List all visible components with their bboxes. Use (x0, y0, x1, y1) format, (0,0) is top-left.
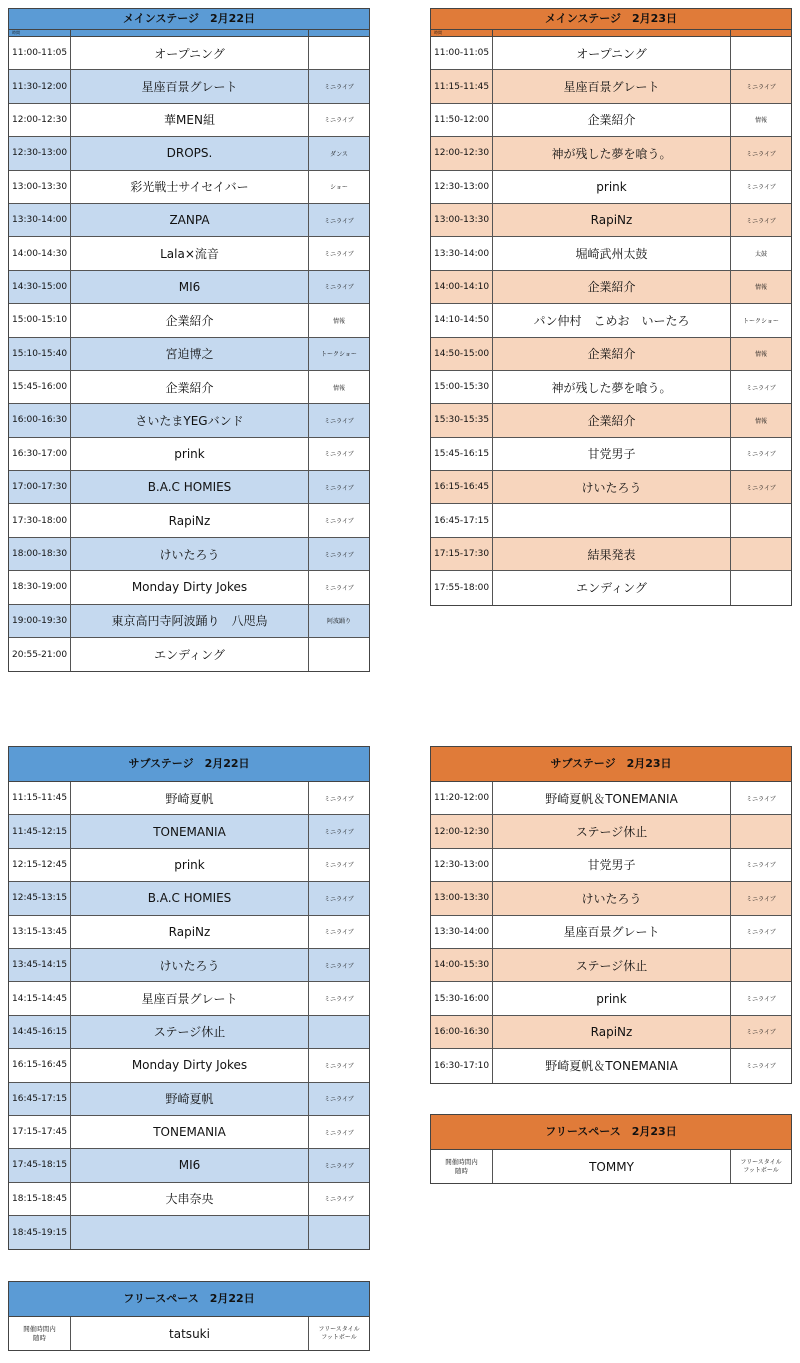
type-cell: ミニライブ (746, 862, 776, 870)
time-cell: 16:15-16:45 (9, 1049, 71, 1081)
performer-cell: Monday Dirty Jokes (71, 571, 309, 603)
table-row (9, 70, 369, 103)
time-cell: 16:00-16:30 (9, 404, 71, 436)
table-row (9, 504, 369, 537)
performer-cell: 甘党男子 (493, 849, 731, 881)
performer-cell (493, 504, 731, 536)
table-row (431, 1049, 791, 1082)
time-cell: 13:30-14:00 (9, 204, 71, 236)
time-cell: 15:45-16:00 (9, 371, 71, 403)
time-cell: 18:45-19:15 (9, 1216, 71, 1249)
time-cell: 13:00-13:30 (431, 882, 493, 914)
main-stage-day1-title: メインステージ 2月22日 (9, 9, 369, 30)
performer-cell: B.A.C HOMIES (71, 471, 309, 503)
table-row (431, 304, 791, 337)
time-cell: 12:00-12:30 (9, 104, 71, 136)
table-row (431, 137, 791, 170)
table-row (9, 815, 369, 848)
type-cell: 情報 (754, 351, 767, 359)
time-cell: 17:55-18:00 (431, 571, 493, 604)
performer-cell: 星座百景グレート (493, 916, 731, 948)
schedule-rows (431, 37, 791, 605)
type-cell: ミニライブ (324, 117, 354, 125)
schedule-rows (9, 37, 369, 671)
time-cell: 15:45-16:15 (431, 438, 493, 470)
performer-cell: 堀崎武州太鼓 (493, 237, 731, 269)
performer-cell: DROPS. (71, 137, 309, 169)
type-cell: ミニライブ (324, 795, 354, 803)
type-cell: ミニライブ (324, 451, 354, 459)
performer-cell: prink (493, 982, 731, 1014)
table-row (9, 471, 369, 504)
table-row (9, 882, 369, 915)
performer-cell: 星座百景グレート (493, 70, 731, 102)
table-row (431, 782, 791, 815)
type-cell: ショー (330, 184, 348, 192)
time-cell: 11:00-11:05 (9, 37, 71, 69)
type-cell: ミニライブ (746, 1029, 776, 1037)
type-cell: フリースタイル フットボール (318, 1325, 360, 1341)
performer-cell: エンディング (493, 571, 731, 604)
time-cell: 開催時間内 随時 (9, 1317, 71, 1350)
table-row (9, 1149, 369, 1182)
sub-stage-day2-title: サブステージ 2月23日 (431, 747, 791, 782)
time-cell: 11:20-12:00 (431, 782, 493, 814)
time-cell: 13:00-13:30 (431, 204, 493, 236)
table-row (9, 371, 369, 404)
type-cell: ミニライブ (324, 484, 354, 492)
table-row (431, 1016, 791, 1049)
type-cell: ミニライブ (324, 996, 354, 1004)
type-cell: ミニライブ (324, 829, 354, 837)
type-cell: ミニライブ (324, 1162, 354, 1170)
time-cell: 15:10-15:40 (9, 338, 71, 370)
time-cell: 17:30-18:00 (9, 504, 71, 536)
type-cell: ダンス (330, 150, 348, 158)
performer-cell: 甘党男子 (493, 438, 731, 470)
type-cell: ミニライブ (746, 929, 776, 937)
performer-cell: 神が残した夢を喰う。 (493, 137, 731, 169)
type-cell: ミニライブ (746, 84, 776, 92)
table-row (9, 404, 369, 437)
performer-cell: 野崎夏帆＆TONEMANIA (493, 782, 731, 814)
table-row (431, 1150, 791, 1183)
performer-cell: ステージ休止 (493, 949, 731, 981)
performer-cell: 宮迫博之 (71, 338, 309, 370)
type-cell: ミニライブ (746, 384, 776, 392)
table-row (9, 438, 369, 471)
performer-cell: TOMMY (493, 1150, 731, 1183)
table-row (9, 605, 369, 638)
performer-cell: MI6 (71, 1149, 309, 1181)
type-cell (309, 638, 369, 671)
table-row (9, 949, 369, 982)
type-cell: ミニライブ (746, 996, 776, 1004)
performer-cell: B.A.C HOMIES (71, 882, 309, 914)
type-cell: ミニライブ (324, 929, 354, 937)
time-cell: 開催時間内 随時 (431, 1150, 493, 1183)
time-cell: 17:00-17:30 (9, 471, 71, 503)
type-cell: 太鼓 (754, 251, 767, 259)
main-stage-day2-table (430, 8, 792, 606)
time-cell: 11:00-11:05 (431, 37, 493, 69)
performer-cell: 東京高円寺阿波踊り 八咫烏 (71, 605, 309, 637)
free-space-day1-table (8, 1281, 370, 1351)
performer-cell: 企業紹介 (493, 271, 731, 303)
performer-cell: TONEMANIA (71, 1116, 309, 1148)
performer-cell: 企業紹介 (493, 104, 731, 136)
type-cell: ミニライブ (324, 217, 354, 225)
table-row (9, 137, 369, 170)
time-cell: 14:00-15:30 (431, 949, 493, 981)
type-cell (731, 815, 791, 847)
performer-cell: TONEMANIA (71, 815, 309, 847)
time-cell: 13:30-14:00 (431, 916, 493, 948)
performer-cell: 企業紹介 (493, 338, 731, 370)
type-cell (731, 571, 791, 604)
type-cell: 情報 (754, 117, 767, 125)
time-cell: 14:45-16:15 (9, 1016, 71, 1048)
table-row (431, 571, 791, 604)
time-cell: 17:15-17:45 (9, 1116, 71, 1148)
table-row (9, 1317, 369, 1350)
performer-cell: エンディング (71, 638, 309, 671)
table-row (431, 104, 791, 137)
performer-cell: 華MEN組 (71, 104, 309, 136)
time-column-label: 時間 (431, 30, 493, 36)
performer-cell: RapiNz (71, 504, 309, 536)
main-stage-day1-table (8, 8, 370, 672)
table-row (431, 916, 791, 949)
table-row (9, 1083, 369, 1116)
table-row (9, 204, 369, 237)
performer-cell: 神が残した夢を喰う。 (493, 371, 731, 403)
table-row (9, 638, 369, 671)
table-row (9, 271, 369, 304)
time-cell: 18:00-18:30 (9, 538, 71, 570)
type-cell: 情報 (754, 284, 767, 292)
time-cell: 17:15-17:30 (431, 538, 493, 570)
free-space-day1-title: フリースペース 2月22日 (9, 1282, 369, 1317)
time-cell: 16:30-17:00 (9, 438, 71, 470)
type-cell (309, 37, 369, 69)
table-row (431, 204, 791, 237)
type-cell: ミニライブ (746, 451, 776, 459)
time-cell: 13:15-13:45 (9, 916, 71, 948)
table-row (9, 104, 369, 137)
table-row (431, 849, 791, 882)
table-row (9, 304, 369, 337)
type-cell: ミニライブ (746, 895, 776, 903)
type-cell: ミニライブ (324, 962, 354, 970)
type-cell: 情報 (332, 384, 345, 392)
table-row (9, 37, 369, 70)
table-row (9, 1049, 369, 1082)
type-cell: ミニライブ (324, 417, 354, 425)
table-row (431, 815, 791, 848)
performer-cell: prink (71, 849, 309, 881)
type-cell: トークショー (321, 351, 357, 359)
performer-cell: さいたまYEGバンド (71, 404, 309, 436)
type-cell: ミニライブ (324, 862, 354, 870)
time-column-label: 時間 (9, 30, 71, 36)
main-stage-day2-title: メインステージ 2月23日 (431, 9, 791, 30)
time-cell: 11:45-12:15 (9, 815, 71, 847)
performer-cell: オープニング (493, 37, 731, 69)
table-row (431, 37, 791, 70)
performer-cell: 野崎夏帆 (71, 1083, 309, 1115)
table-row (431, 70, 791, 103)
performer-cell: 星座百景グレート (71, 982, 309, 1014)
table-row (9, 571, 369, 604)
sub-stage-day1-table (8, 746, 370, 1250)
table-row (9, 171, 369, 204)
time-cell: 17:45-18:15 (9, 1149, 71, 1181)
performer-cell: 星座百景グレート (71, 70, 309, 102)
schedule-rows (9, 782, 369, 1249)
table-row (431, 171, 791, 204)
table-row (431, 237, 791, 270)
table-row (9, 782, 369, 815)
performer-cell (71, 1216, 309, 1249)
table-row (9, 982, 369, 1015)
performer-cell: prink (71, 438, 309, 470)
time-cell: 15:00-15:30 (431, 371, 493, 403)
performer-cell: prink (493, 171, 731, 203)
type-cell: ミニライブ (324, 584, 354, 592)
performer-cell: tatsuki (71, 1317, 309, 1350)
sub-stage-day1-title: サブステージ 2月22日 (9, 747, 369, 782)
type-cell: ミニライブ (324, 1196, 354, 1204)
performer-cell: けいたろう (493, 882, 731, 914)
performer-cell: 結果発表 (493, 538, 731, 570)
performer-cell: Lala×流音 (71, 237, 309, 269)
time-cell: 14:15-14:45 (9, 982, 71, 1014)
table-row (431, 404, 791, 437)
table-row (431, 504, 791, 537)
type-cell (731, 504, 791, 536)
type-cell: ミニライブ (746, 150, 776, 158)
table-row (431, 471, 791, 504)
performer-cell: 野崎夏帆 (71, 782, 309, 814)
time-cell: 14:30-15:00 (9, 271, 71, 303)
column-header (431, 30, 791, 37)
table-row (431, 438, 791, 471)
type-cell (309, 1016, 369, 1048)
free-space-day2-table (430, 1114, 792, 1184)
performer-cell: ステージ休止 (71, 1016, 309, 1048)
time-cell: 12:30-13:00 (9, 137, 71, 169)
performer-cell: 企業紹介 (71, 304, 309, 336)
type-cell (731, 37, 791, 69)
time-cell: 15:30-15:35 (431, 404, 493, 436)
performer-cell: 彩光戦士サイセイバー (71, 171, 309, 203)
time-cell: 11:15-11:45 (431, 70, 493, 102)
table-row (9, 237, 369, 270)
time-cell: 14:00-14:10 (431, 271, 493, 303)
type-cell (731, 538, 791, 570)
time-cell: 16:00-16:30 (431, 1016, 493, 1048)
type-cell (309, 1216, 369, 1249)
table-row (431, 338, 791, 371)
type-cell: 情報 (754, 417, 767, 425)
performer-cell: RapiNz (71, 916, 309, 948)
time-cell: 16:45-17:15 (431, 504, 493, 536)
table-row (9, 1183, 369, 1216)
sub-stage-day2-table (430, 746, 792, 1084)
table-row (431, 949, 791, 982)
table-row (431, 271, 791, 304)
performer-cell: 大串奈央 (71, 1183, 309, 1215)
table-row (9, 849, 369, 882)
time-cell: 12:15-12:45 (9, 849, 71, 881)
performer-cell: オープニング (71, 37, 309, 69)
time-cell: 12:00-12:30 (431, 815, 493, 847)
type-cell: ミニライブ (324, 251, 354, 259)
table-row (431, 371, 791, 404)
performer-cell: MI6 (71, 271, 309, 303)
type-cell: ミニライブ (324, 518, 354, 526)
performer-cell: けいたろう (493, 471, 731, 503)
type-cell: ミニライブ (324, 895, 354, 903)
time-cell: 12:30-13:00 (431, 171, 493, 203)
type-cell: ミニライブ (324, 1129, 354, 1137)
table-row (9, 1116, 369, 1149)
type-cell: ミニライブ (746, 184, 776, 192)
table-row (9, 1016, 369, 1049)
table-row (431, 882, 791, 915)
time-cell: 12:00-12:30 (431, 137, 493, 169)
time-cell: 14:50-15:00 (431, 338, 493, 370)
type-cell: トークショー (743, 317, 779, 325)
type-cell: ミニライブ (746, 1063, 776, 1071)
table-row (9, 338, 369, 371)
table-row (431, 982, 791, 1015)
type-cell: ミニライブ (324, 1062, 354, 1070)
type-cell: ミニライブ (746, 484, 776, 492)
type-cell: ミニライブ (324, 1096, 354, 1104)
table-row (9, 538, 369, 571)
performer-cell: RapiNz (493, 204, 731, 236)
performer-cell: 企業紹介 (71, 371, 309, 403)
time-cell: 13:30-14:00 (431, 237, 493, 269)
schedule-rows (431, 782, 791, 1083)
type-cell: ミニライブ (746, 795, 776, 803)
type-cell: ミニライブ (324, 284, 354, 292)
time-cell: 11:30-12:00 (9, 70, 71, 102)
type-cell: 情報 (332, 317, 345, 325)
time-cell: 20:55-21:00 (9, 638, 71, 671)
performer-cell: ステージ休止 (493, 815, 731, 847)
type-cell: フリースタイル フットボール (740, 1158, 782, 1174)
time-cell: 13:00-13:30 (9, 171, 71, 203)
table-row (431, 538, 791, 571)
time-cell: 16:45-17:15 (9, 1083, 71, 1115)
type-cell: 阿波踊り (326, 618, 351, 626)
performer-cell: 野崎夏帆＆TONEMANIA (493, 1049, 731, 1082)
performer-cell: 企業紹介 (493, 404, 731, 436)
table-row (9, 916, 369, 949)
time-cell: 11:15-11:45 (9, 782, 71, 814)
time-cell: 18:15-18:45 (9, 1183, 71, 1215)
time-cell: 16:15-16:45 (431, 471, 493, 503)
time-cell: 16:30-17:10 (431, 1049, 493, 1082)
performer-cell: けいたろう (71, 949, 309, 981)
performer-cell: Monday Dirty Jokes (71, 1049, 309, 1081)
free-space-day2-title: フリースペース 2月23日 (431, 1115, 791, 1150)
time-cell: 14:10-14:50 (431, 304, 493, 336)
table-row (9, 1216, 369, 1249)
time-cell: 12:45-13:15 (9, 882, 71, 914)
type-cell (731, 949, 791, 981)
time-cell: 11:50-12:00 (431, 104, 493, 136)
performer-cell: パン仲村 こめお いーたろ (493, 304, 731, 336)
time-cell: 12:30-13:00 (431, 849, 493, 881)
type-cell: ミニライブ (324, 84, 354, 92)
time-cell: 19:00-19:30 (9, 605, 71, 637)
time-cell: 15:00-15:10 (9, 304, 71, 336)
type-cell: ミニライブ (746, 217, 776, 225)
time-cell: 14:00-14:30 (9, 237, 71, 269)
performer-cell: けいたろう (71, 538, 309, 570)
time-cell: 15:30-16:00 (431, 982, 493, 1014)
performer-cell: ZANPA (71, 204, 309, 236)
type-cell: ミニライブ (324, 551, 354, 559)
column-header (9, 30, 369, 37)
time-cell: 18:30-19:00 (9, 571, 71, 603)
time-cell: 13:45-14:15 (9, 949, 71, 981)
performer-cell: RapiNz (493, 1016, 731, 1048)
